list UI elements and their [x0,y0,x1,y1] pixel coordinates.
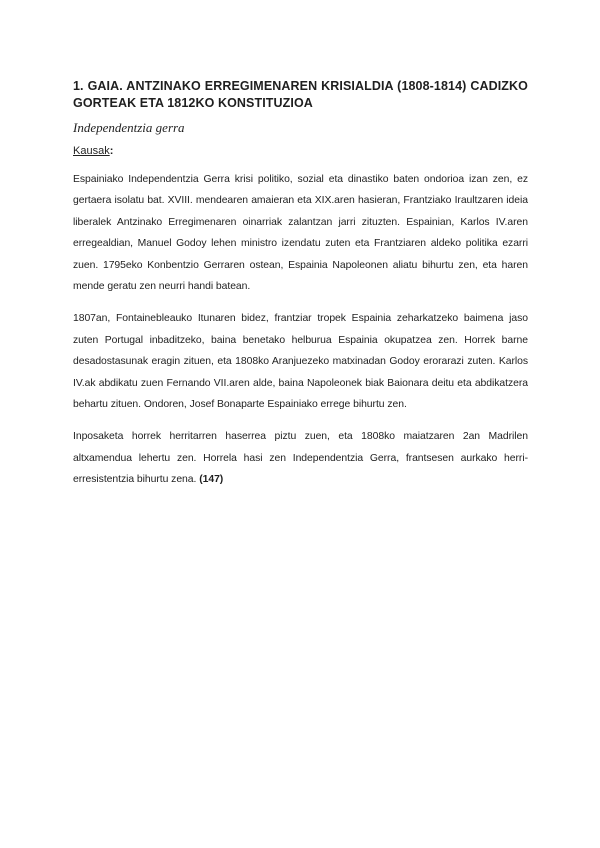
paragraph-3-text: Inposaketa horrek herritarren haserrea piztu zuen, eta 1808ko maiatzaren 2an Madrilen altxamendua lehertu zen. Horrela hasi zen Independentzia Gerra, frantsesen aurkako herri-erresistentzia bihurtu zena. [73,431,528,486]
paragraph-1: Espainiako Independentzia Gerra krisi politiko, sozial eta dinastiko baten ondorioa izan zen, ez gertaera isolatu bat. XVIII. mendearen amaieran eta XIX.aren hasieran, Frantziako Iraultzaren ideia liberalek Antzinako Erregimenaren oinarriak zalantzan jarri zituzten. Espainian, Karlos IV.aren erregealdian, Manuel Godoy lehen ministro izendatu zuten eta Frantziaren aldeko politika ezarri zuen. 1795eko Konbentzio Gerraren ostean, Espainia Napoleonen aliatu bihurtu zen, eta haren mende geratu zen neurri handi batean. [73,174,528,293]
section-label-text: Kausak [73,145,110,157]
document-subtitle: Independentzia gerra [73,120,185,135]
section-label-colon: : [109,145,114,157]
paragraph-3 [73,426,528,490]
paragraph-3-tag: (147) [199,474,224,486]
document-title: 1. GAIA. ANTZINAKO ERREGIMENAREN KRISIALDIA (1808-1814) CADIZKO GORTEAK ETA 1812KO KONSTITUZIOA [73,79,528,110]
document-page [73,78,528,491]
section-label [73,144,528,158]
paragraph-2: 1807an, Fontainebleauko Itunaren bidez, frantziar tropek Espainia zeharkatzeko baimena jaso zuten Portugal inbaditzeko, baina benetako helburua Espainia okupatzea zen. Horrek barne desadostasunak eragin zituen, eta 1808ko Aranjuezeko matxinadan Godoy erorarazi zuten. Karlos IV.ak abdikatu zuen Fernando VII.aren alde, baina Napoleonek biak Baionara deitu eta abdikatzera behartu zituen. Ondoren, Josef Bonaparte Espainiako errege bihurtu zen. [73,313,528,411]
